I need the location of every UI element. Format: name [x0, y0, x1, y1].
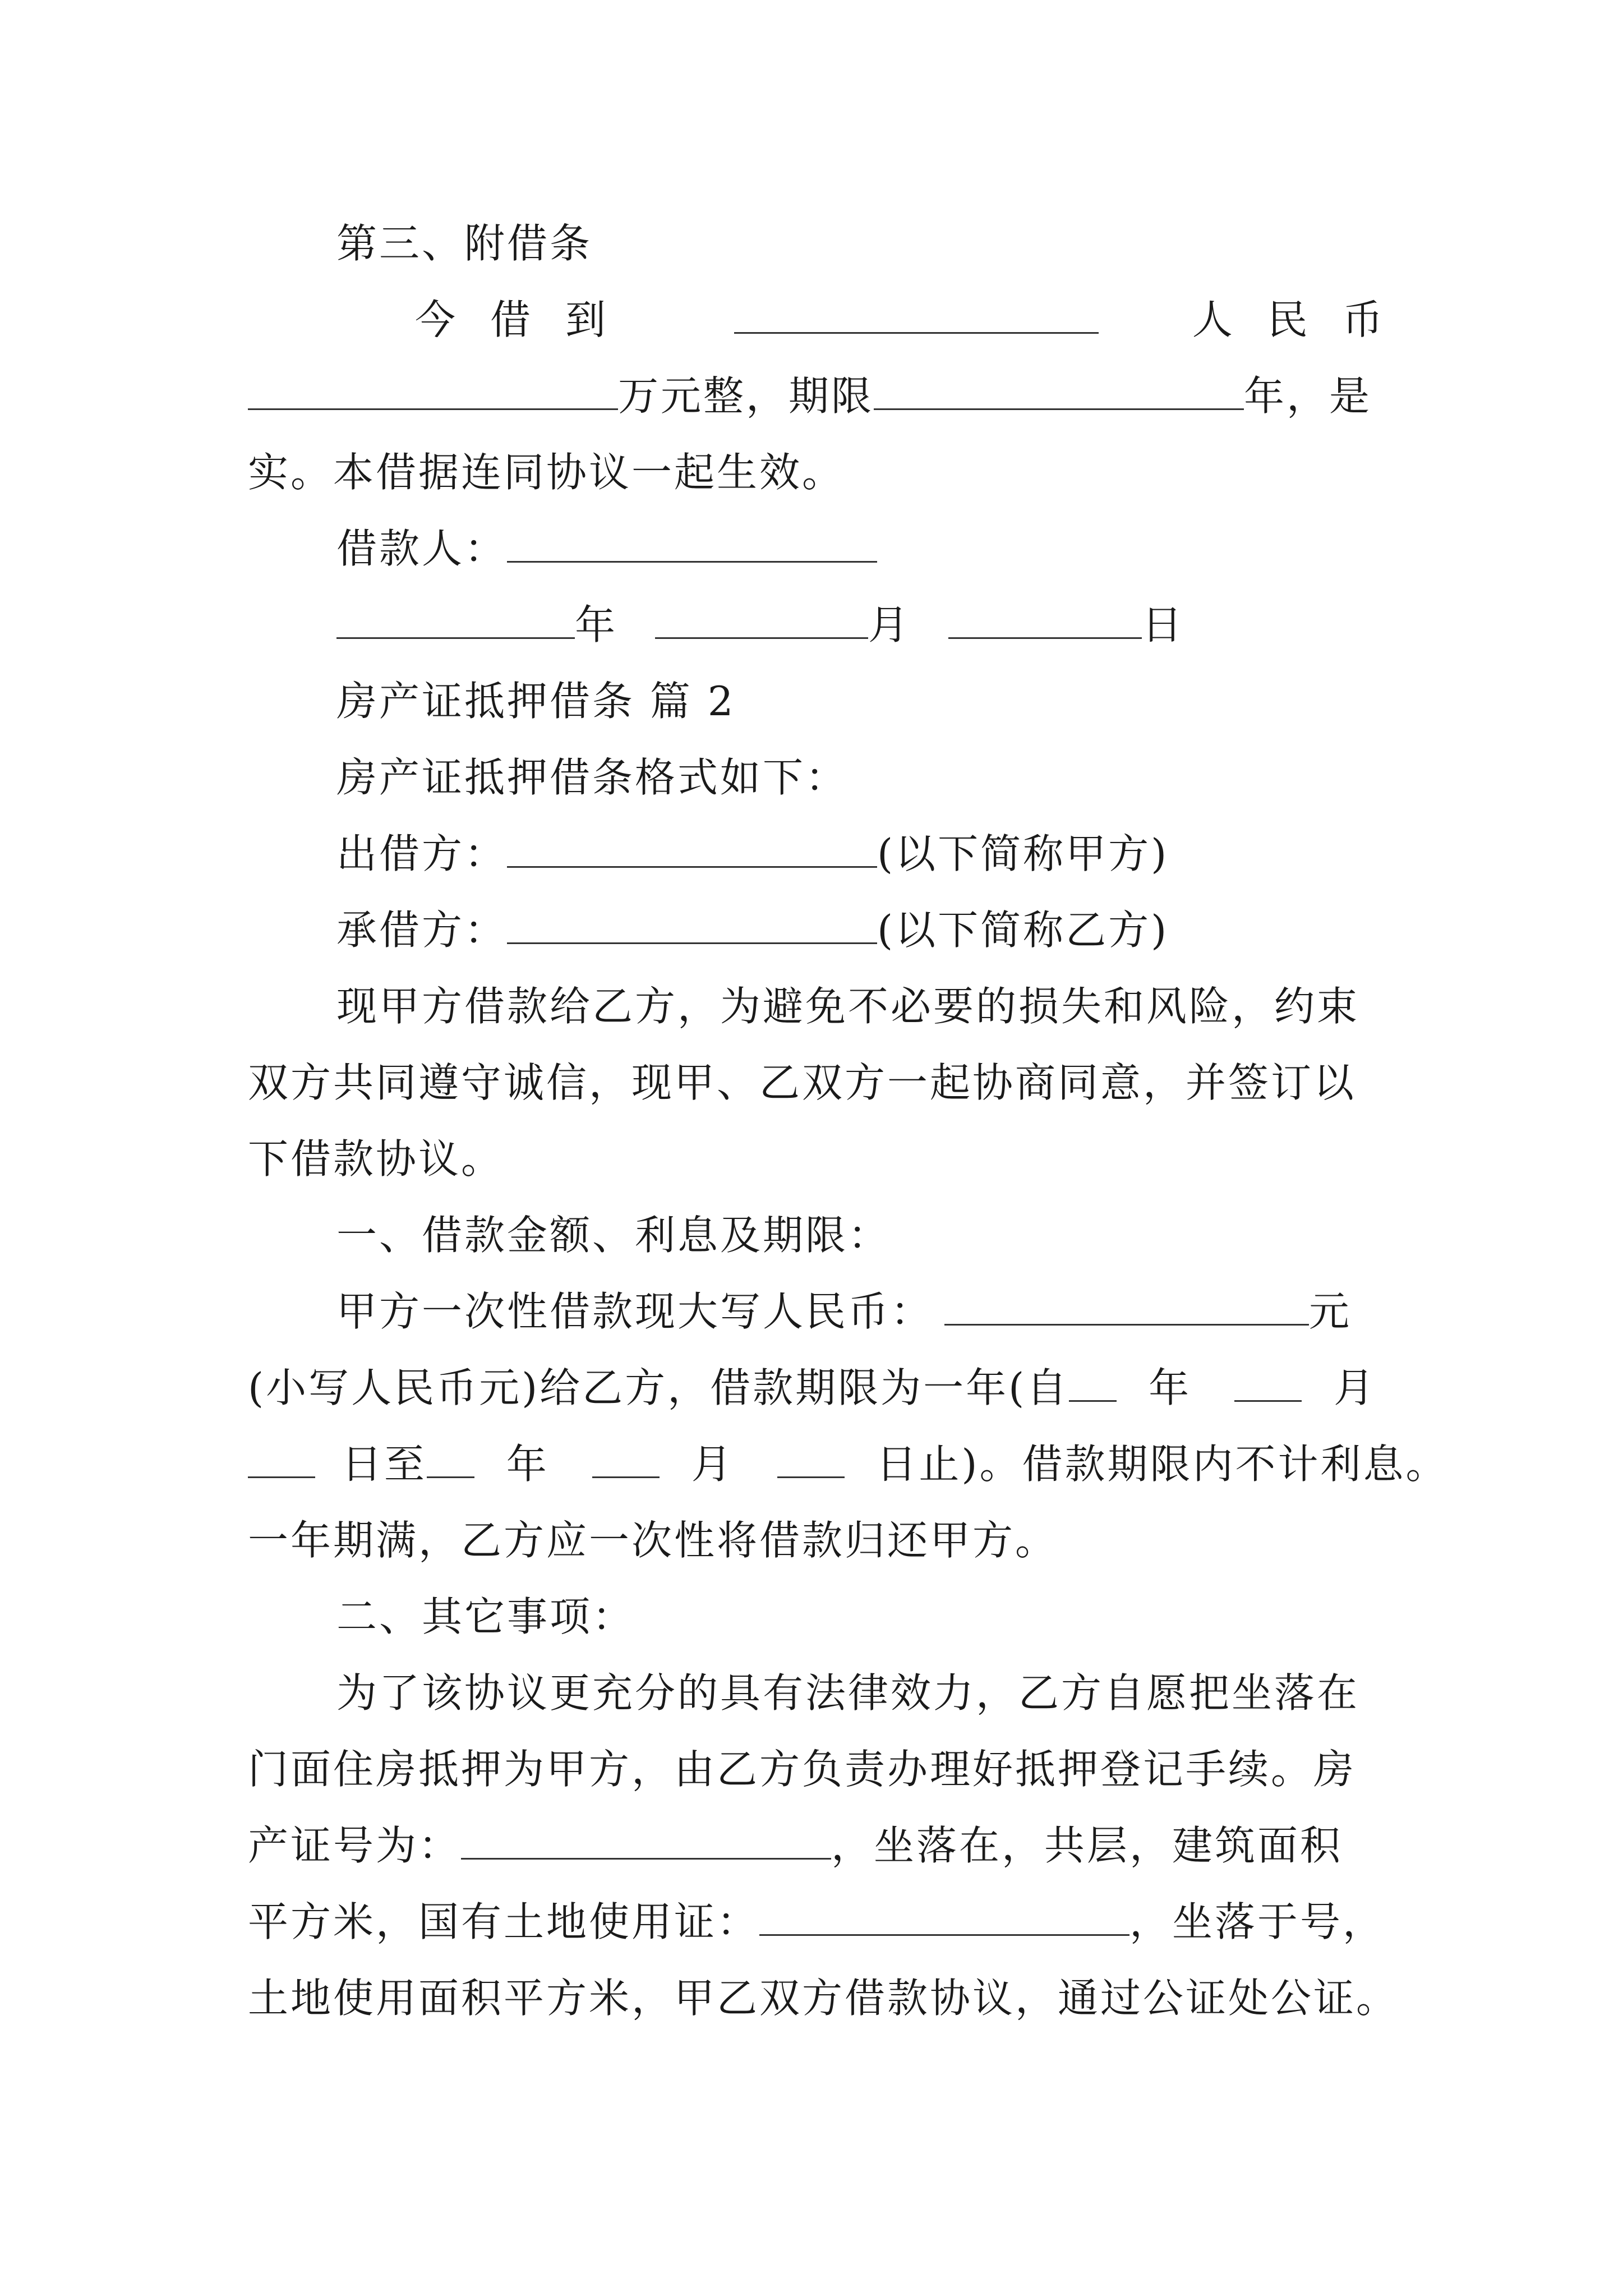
- section-heading-part2: 房产证抵押借条 篇 2: [336, 678, 736, 725]
- date-line: 年 月 日: [336, 587, 1184, 663]
- blank-land-cert-no: [759, 1899, 1129, 1936]
- blank-borrower-name: [507, 908, 877, 944]
- iou-amount-line: 万元整，期限 年，是: [248, 358, 1372, 434]
- blank-term: [874, 374, 1244, 410]
- blank-property-cert-no: [461, 1823, 831, 1860]
- clause-1-end-line: 日至 年 月 日止)。借款期限内不计利息。: [248, 1426, 1448, 1502]
- format-intro-line: 房产证抵押借条格式如下：: [336, 754, 849, 801]
- clause-1-repay-line: 一年期满，乙方应一次性将借款归还甲方。: [248, 1517, 1058, 1564]
- blank-lender-name: [507, 831, 877, 868]
- clause-2-property-cert-line: 产证号为： ，坐落在，共层，建筑面积: [248, 1822, 1343, 1869]
- blank-month: [655, 602, 868, 639]
- paragraph-intro-1: 现甲方借款给乙方，为避免不必要的损失和风险，约束: [336, 983, 1360, 1030]
- blank-amount: [248, 374, 618, 410]
- blank-end-year: [427, 1442, 474, 1478]
- clause-1-heading: 一、借款金额、利息及期限：: [336, 1212, 891, 1259]
- blank-start-year: [1069, 1365, 1117, 1402]
- clause-2-heading: 二、其它事项：: [336, 1593, 635, 1640]
- clause-2-land-cert-line: 平方米，国有土地使用证： ，坐落于号，: [248, 1898, 1386, 1945]
- borrower-line: 承借方： (以下简称乙方): [336, 907, 1169, 954]
- clause-2-notarize-line: 土地使用面积平方米，甲乙双方借款协议，通过公证处公证。: [248, 1975, 1399, 2022]
- blank-lender: [734, 297, 1099, 334]
- blank-end-month: [592, 1442, 660, 1478]
- iou-effective-line: 实。本借据连同协议一起生效。: [248, 449, 845, 496]
- blank-amount-uppercase: [944, 1289, 1309, 1326]
- paragraph-intro-2: 双方共同遵守诚信，现甲、乙双方一起协商同意，并签订以: [248, 1059, 1357, 1106]
- blank-day: [948, 602, 1142, 639]
- blank-start-month: [1234, 1365, 1302, 1402]
- clause-2-para-2: 门面住房抵押为甲方，由乙方负责办理好抵押登记手续。房: [248, 1746, 1357, 1793]
- blank-start-day: [248, 1442, 315, 1478]
- iou-borrowed-line: 今借到 人民币: [415, 296, 1418, 343]
- borrower-signature-line: 借款人：: [336, 510, 877, 587]
- clause-2-para-1: 为了该协议更充分的具有法律效力，乙方自愿把坐落在: [336, 1669, 1360, 1717]
- paragraph-intro-3: 下借款协议。: [248, 1135, 504, 1182]
- blank-end-day: [777, 1442, 845, 1478]
- clause-1-term-line: (小写人民币元)给乙方，借款期限为一年(自 年 月: [248, 1364, 1376, 1411]
- clause-1-amount-line: 甲方一次性借款现大写人民币： 元: [336, 1288, 1352, 1335]
- blank-year: [336, 602, 575, 639]
- section-title-attached-iou: 第三、附借条: [336, 220, 593, 267]
- blank-borrower: [507, 526, 877, 563]
- lender-line: 出借方： (以下简称甲方): [336, 830, 1169, 877]
